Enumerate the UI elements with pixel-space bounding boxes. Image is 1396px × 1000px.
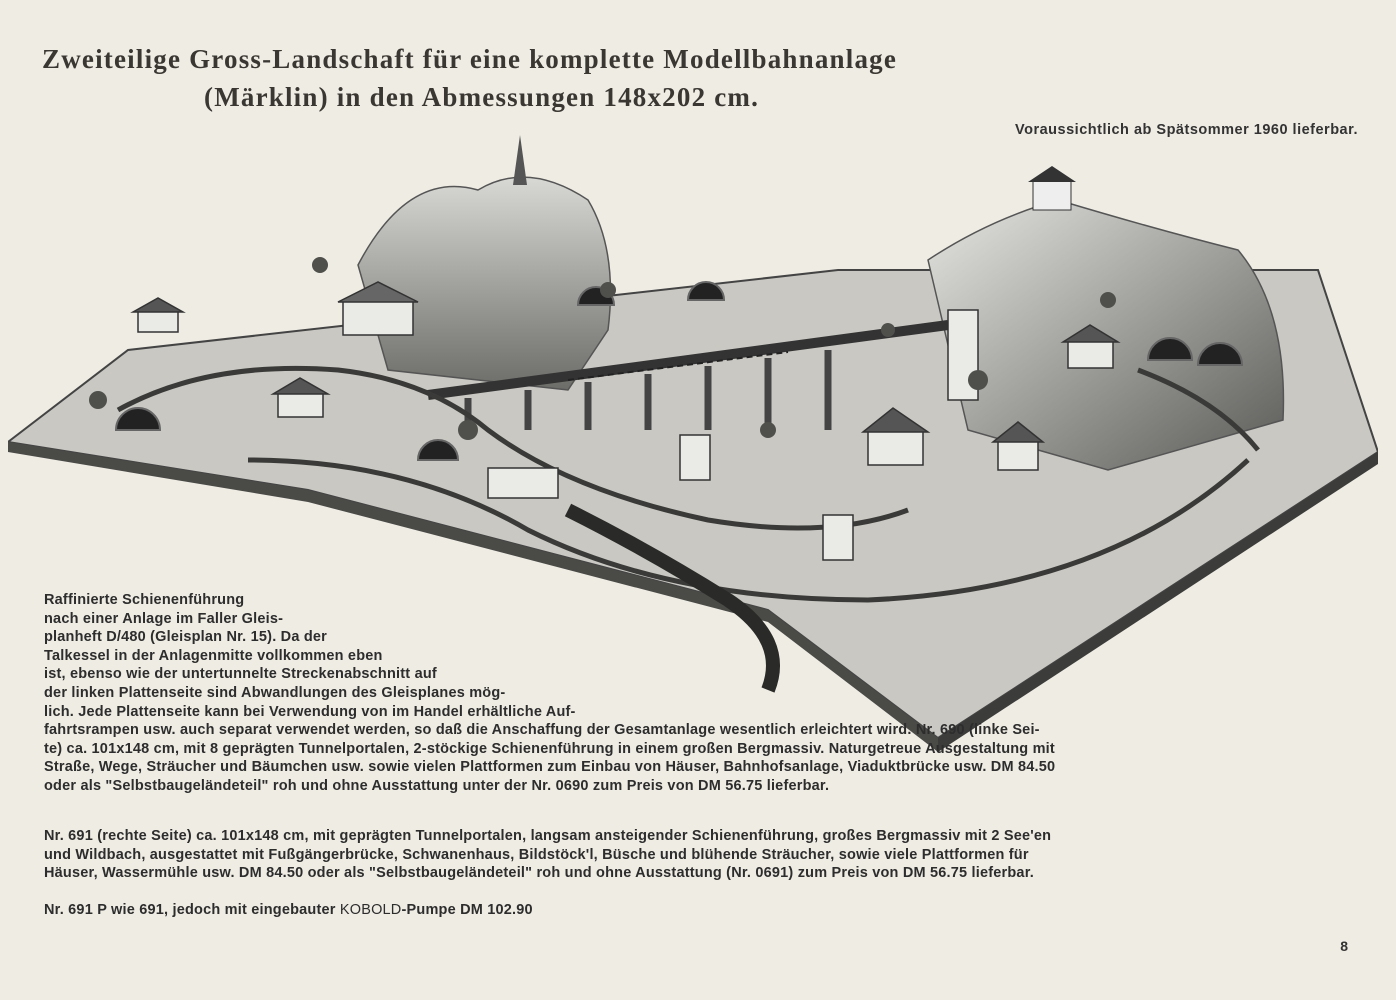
paragraph-691p-prefix: Nr. 691 P wie 691, jedoch mit eingebauter [44, 902, 336, 918]
description-line: fahrtsrampen usw. auch separat verwendet werden, so daß die Anschaffung der Gesamtanlage wesentlich erleichtert wird. Nr. 690 (linke Sei- [44, 722, 1040, 739]
paragraph-691-line: Häuser, Wassermühle usw. DM 84.50 oder als "Selbstbaugeländeteil" roh und ohne Ausstattung (Nr. 0691) zum Preis von DM 56.75 lieferbar. [44, 865, 1034, 882]
title-line-1: Zweiteilige Gross-Landschaft für eine komplette Modellbahnanlage [42, 44, 898, 74]
description-line: te) ca. 101x148 cm, mit 8 geprägten Tunnelportalen, 2-stöckige Schienenführung in einem großen Bergmassiv. Naturgetreue Ausgestaltung mit [44, 740, 1055, 757]
kobold-brand: KOBOLD [339, 902, 402, 918]
description-line: ist, ebenso wie der untertunnelte Streckenabschnitt auf [44, 666, 437, 683]
description-line: planheft D/480 (Gleisplan Nr. 15). Da der [44, 629, 327, 646]
availability-note: Voraussichtlich ab Spätsommer 1960 lieferbar. [1015, 122, 1358, 138]
title-line-2: (Märklin) in den Abmessungen 148x202 cm. [204, 82, 760, 112]
description-line: der linken Plattenseite sind Abwandlungen des Gleisplanes mög- [44, 684, 506, 701]
description-line: Talkessel in der Anlagenmitte vollkommen eben [44, 647, 383, 664]
description-line: lich. Jede Plattenseite kann bei Verwendung von im Handel erhältliche Auf- [44, 703, 576, 720]
paragraph-691p-suffix: -Pumpe DM 102.90 [401, 902, 533, 918]
page-number: 8 [1340, 938, 1348, 954]
paragraph-691-line: und Wildbach, ausgestattet mit Fußgängerbrücke, Schwanenhaus, Bildstöck'l, Büsche und blühende Sträucher, sowie viele Plattformen für [44, 846, 1029, 863]
description-text [44, 591, 1055, 796]
description-line: Straße, Wege, Sträucher und Bäumchen usw. sowie vielen Plattformen zum Einbau von Häuser, Bahnhofsanlage, Viaduktbrücke usw. DM 84.50 [44, 759, 1056, 776]
page-title [42, 40, 897, 116]
paragraph-691-line: Nr. 691 (rechte Seite) ca. 101x148 cm, mit geprägten Tunnelportalen, langsam ansteigender Schienenführung, großes Bergmassiv mit 2 See'en [44, 828, 1052, 844]
description-line: Raffinierte Schienenführung [44, 592, 245, 608]
paragraph-691 [44, 827, 1051, 883]
description-line: oder als "Selbstbaugeländeteil" roh und ohne Ausstattung unter der Nr. 0690 zum Preis von DM 56.75 lieferbar. [44, 777, 830, 794]
description-line: nach einer Anlage im Faller Gleis- [44, 610, 284, 627]
paragraph-691p [44, 901, 533, 920]
left-mountain [358, 135, 611, 390]
